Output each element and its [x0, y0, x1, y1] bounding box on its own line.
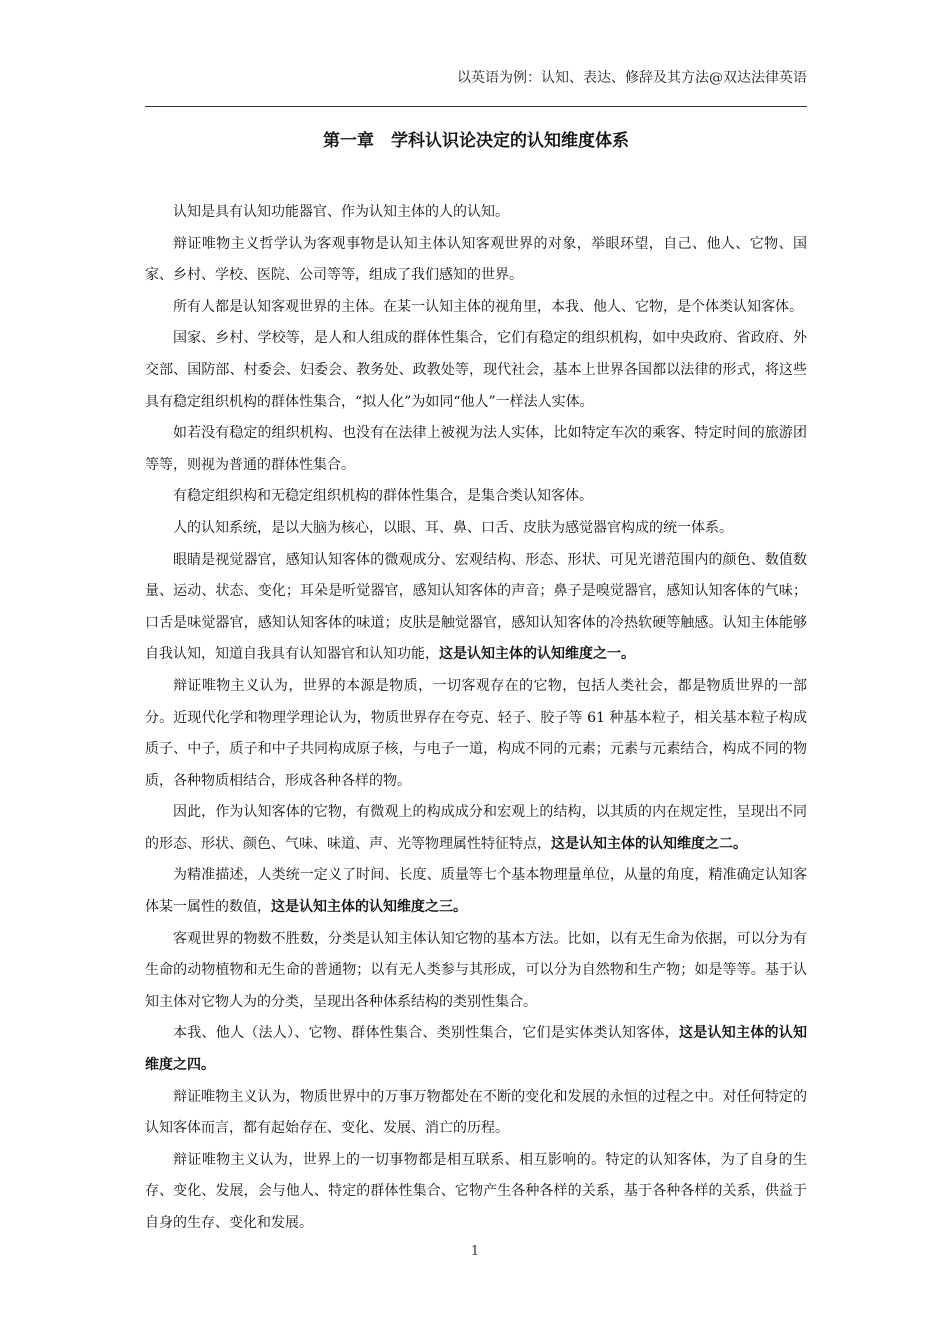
paragraph [145, 481, 807, 513]
text-run: 国家、乡村、学校等，是人和人组成的群体性集合，它们有稳定的组织机构，如中央政府、省政府、外交部、国防部、村委会、妇委会、教务处、政教处等，现代社会，基本上世界各国都以法律的形式，将这些具有稳定组织机构的群体性集合，“拟人化”为如同“他人”一样法人实体。 [145, 330, 807, 410]
paragraph [145, 229, 807, 292]
text-run: 本我、他人（法人）、它物、群体性集合、类别性集合，它们是实体类认知客体， [173, 1025, 679, 1042]
text-run: 辩证唯物主义认为，物质世界中的万事万物都处在不断的变化和发展的永恒的过程之中。对任何特定的认知客体而言，都有起始存在、变化、发展、消亡的历程。 [145, 1088, 807, 1137]
text-run: 辩证唯物主义认为，世界上的一切事物都是相互联系、相互影响的。特定的认知客体，为了自身的生存、变化、发展，会与他人、特定的群体性集合、它物产生各种各样的关系，基于各种各样的关系，供益于自身的生存、变化和发展。 [145, 1151, 807, 1231]
paragraph [145, 545, 807, 671]
paragraph [145, 860, 807, 923]
text-run: 如若没有稳定的组织机构、也没有在法律上被视为法人实体，比如特定车次的乘客、特定时间的旅游团等等，则视为普通的群体性集合。 [145, 425, 807, 473]
paragraph [145, 1018, 807, 1081]
paragraph [145, 418, 807, 481]
paragraph [145, 797, 807, 860]
bold-emphasis: 这是认知主体的认知维度之二。 [551, 835, 747, 852]
bold-emphasis: 这是认知主体的认知维度之四。 [145, 1025, 807, 1074]
text-run: 所有人都是认知客观世界的主体。在某一认知主体的视角里，本我、他人、它物，是个体类认知客体。 [173, 298, 803, 315]
document-body [145, 197, 807, 1240]
chapter-title: 第一章 学科认识论决定的认知维度体系 [323, 131, 629, 151]
paragraph [145, 292, 807, 324]
text-run: 人的认知系统，是以大脑为核心，以眼、耳、鼻、口舌、皮肤为感觉器官构成的统一体系。 [173, 519, 733, 536]
bold-emphasis: 这是认知主体的认知维度之一。 [439, 646, 635, 663]
text-run: 眼睛是视觉器官，感知认知客体的微观成分、宏观结构、形态、形状、可见光谱范围内的颜色、数值数量、运动、状态、变化；耳朵是听觉器官，感知认知客体的声音；鼻子是嗅觉器官，感知认知客体的气味；口舌是味觉器官，感知认知客体的味道；皮肤是触觉器官，感知认知客体的冷热软硬等触感。认知主体能够自我认知，知道自我具有认知器官和认知功能， [145, 551, 807, 663]
running-header: 以英语为例：认知、表达、修辞及其方法@双达法律英语 [457, 70, 807, 86]
text-run: 认知是具有认知功能器官、作为认知主体的人的认知。 [173, 204, 509, 220]
paragraph [145, 1145, 807, 1240]
text-run: 因此，作为认知客体的它物，有微观上的构成成分和宏观上的结构，以其质的内在规定性，呈现出不同的形态、形状、颜色、气味、味道、声、光等物理属性特征特点， [145, 804, 807, 852]
text-run: 有稳定组织构和无稳定组织机构的群体性集合，是集合类认知客体。 [173, 488, 593, 505]
page-number: 1 [470, 1244, 480, 1259]
text-run: 客观世界的物数不胜数，分类是认知主体认知它物的基本方法。比如，以有无生命为依据，可以分为有生命的动物植物和无生命的普通物；以有无人类参与其形成，可以分为自然物和生产物；如是等等。基于认知主体对它物人为的分类，呈现出各种体系结构的类别性集合。 [145, 930, 807, 1010]
paragraph [145, 323, 807, 418]
text-run: 辩证唯物主义认为，世界的本源是物质，一切客观存在的它物，包括人类社会，都是物质世界的一部分。近现代化学和物理学理论认为，物质世界存在夸克、轻子、胶子等 61 种基本粒子，相关基本粒子构成质子、中子，质子和中子共同构成原子核，与电子一道，构成不同的元素；元素与元素结合，构成不同的物质，各种物质相结合，形成各种各样的物。 [145, 677, 807, 789]
paragraph [145, 513, 807, 545]
text-run: 为精准描述，人类统一定义了时间、长度、质量等七个基本物理量单位，从量的角度，精准确定认知客体某一属性的数值， [145, 867, 807, 916]
paragraph [145, 924, 807, 1019]
paragraph [145, 1082, 807, 1145]
paragraph [145, 671, 807, 797]
paragraph [145, 197, 807, 229]
bold-emphasis: 这是认知主体的认知维度之三。 [271, 899, 467, 916]
text-run: 辩证唯物主义哲学认为客观事物是认知主体认知客观世界的对象，举眼环望，自己、他人、它物、国家、乡村、学校、医院、公司等等，组成了我们感知的世界。 [145, 235, 807, 284]
header-divider [145, 106, 807, 107]
